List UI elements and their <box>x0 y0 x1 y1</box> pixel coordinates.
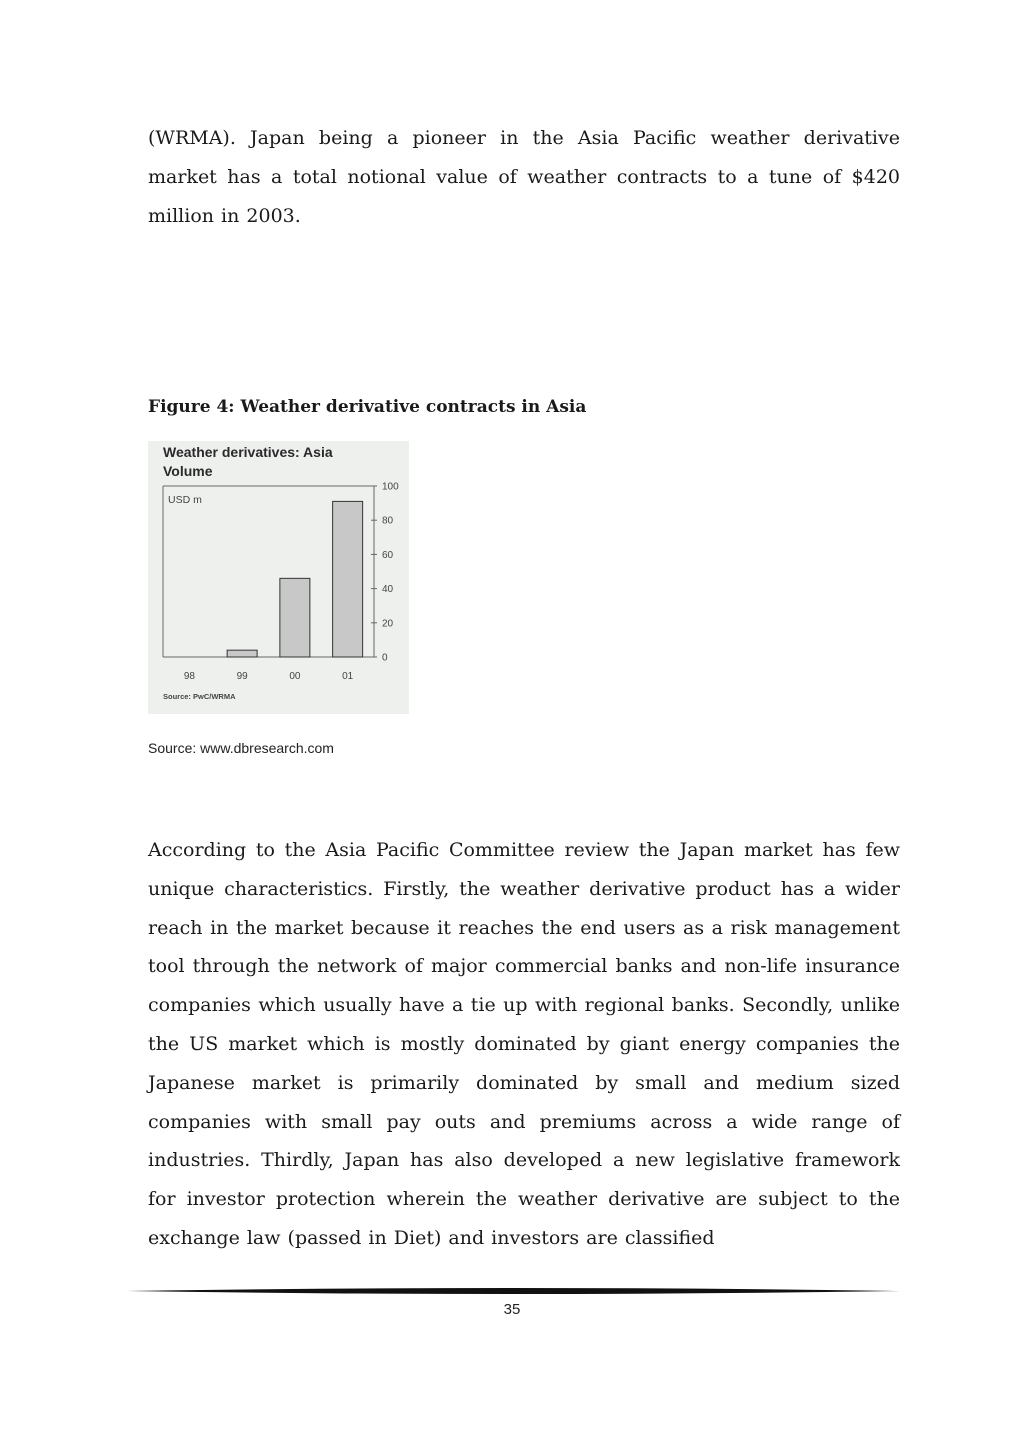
chart-svg <box>148 441 409 714</box>
x-ticks-group <box>184 671 354 682</box>
y-tick-label-20: 20 <box>382 618 394 630</box>
chart-subtitle: Volume <box>163 463 213 479</box>
bar-99 <box>227 650 257 657</box>
figure-caption: Figure 4: Weather derivative contracts in Asia <box>148 397 587 417</box>
x-tick-label-99: 99 <box>236 671 248 682</box>
chart-unit-label: USD m <box>168 494 202 506</box>
y-ticks-group <box>371 482 399 664</box>
bars-group <box>227 501 363 657</box>
bar-01 <box>333 501 363 657</box>
y-tick-label-80: 80 <box>382 515 394 527</box>
figure-source: Source: www.dbresearch.com <box>148 740 334 756</box>
x-tick-label-00: 00 <box>289 671 301 682</box>
bar-chart <box>148 441 409 714</box>
y-tick-label-40: 40 <box>382 584 394 596</box>
y-tick-label-0: 0 <box>382 652 388 664</box>
x-tick-label-98: 98 <box>183 671 195 682</box>
page-number: 35 <box>503 1301 521 1318</box>
x-tick-label-01: 01 <box>342 671 354 682</box>
body-paragraph-top: (WRMA). Japan being a pioneer in the Asia Pacific weather derivative market has a total notional value of weather contracts to a tune of $420 million in 2003. <box>148 127 900 227</box>
y-tick-label-100: 100 <box>382 481 399 493</box>
y-tick-label-60: 60 <box>382 549 394 561</box>
bar-00 <box>280 578 310 657</box>
chart-source-note: Source: PwC/WRMA <box>163 692 236 701</box>
body-paragraph-bottom: According to the Asia Pacific Committee review the Japan market has few unique characteristics. Firstly, the weather derivative product has a wider reach in the market because it reaches the end users as a risk management tool through the network of major commercial banks and non-life insurance companies which usually have a tie up with regional banks. Secondly, unlike the US market which is mostly dominated by giant energy companies the Japanese market is primarily dominated by small and medium sized companies with small pay outs and premiums across a wide range of industries. Thirdly, Japan has also developed a new legislative framework for investor protection wherein the weather derivative are subject to the exchange law (passed in Diet) and investors are classified <box>148 839 900 1249</box>
footer-rule <box>124 1285 900 1297</box>
chart-title: Weather derivatives: Asia <box>163 444 333 460</box>
